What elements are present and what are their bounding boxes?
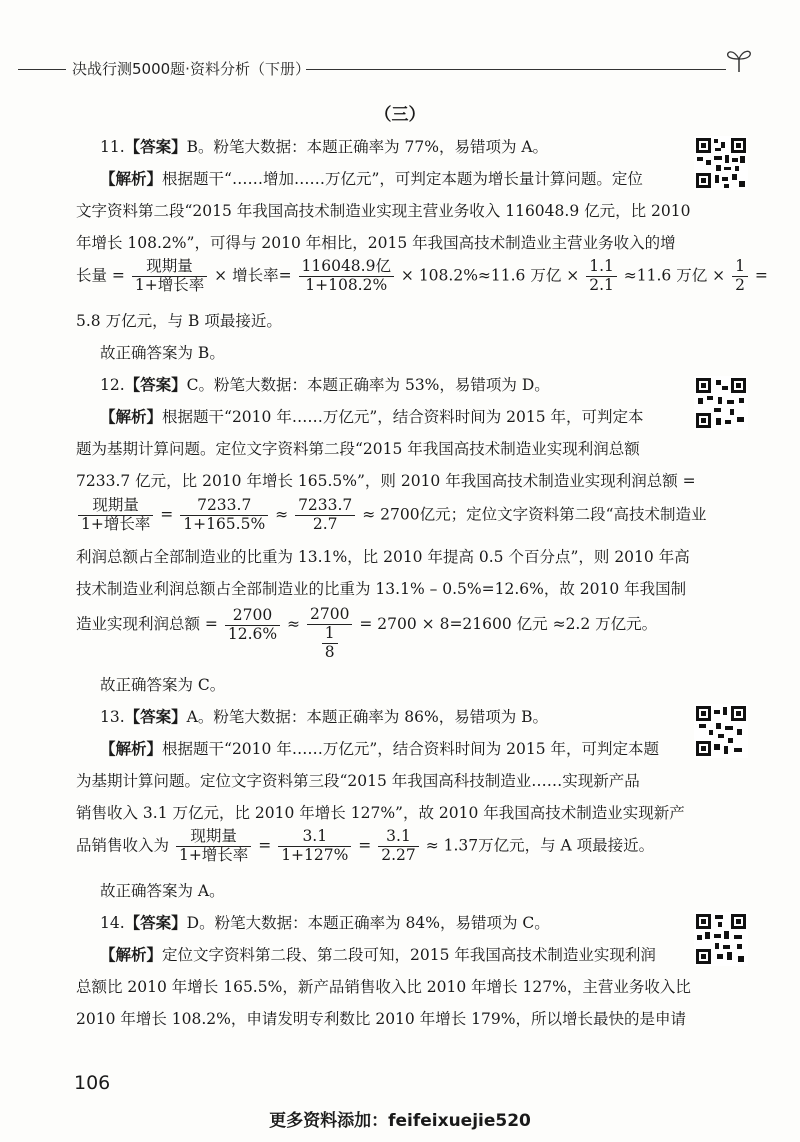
numerator: 2700 [307, 606, 352, 625]
numerator: 3.1 [278, 828, 351, 847]
numerator: 1.1 [586, 258, 617, 277]
answer-label: 【答案】 [124, 708, 187, 726]
denominator: 8 [324, 642, 335, 661]
eq-text: × 108.2%≈11.6 万亿 × [400, 266, 580, 285]
eq-text: 造业实现利润总额 = [76, 615, 218, 634]
sprout-icon [724, 44, 754, 74]
numerator: 1 [322, 625, 338, 644]
header-rule-right [306, 69, 726, 70]
numerator: 116048.9亿 [299, 258, 394, 277]
q13-conclusion: 故正确答案为 A。 [100, 882, 225, 900]
q12-equation-2 [76, 606, 657, 661]
header-rule-left [18, 69, 66, 70]
q11-conclusion: 故正确答案为 B。 [100, 344, 225, 362]
fraction [176, 828, 251, 865]
denominator: 1+165.5% [183, 514, 266, 533]
denominator: 1+127% [281, 845, 349, 864]
eq-text: 长量 = [76, 266, 125, 285]
q12-answer [100, 370, 694, 400]
fraction [586, 258, 617, 295]
q12-analysis-text: 根据题干“2010 年……万亿元”，结合资料时间为 2015 年，可判定本 [162, 408, 644, 426]
eq-text: = 2700 × 8=21600 亿元 ≈2.2 万亿元。 [359, 615, 658, 634]
numerator: 2700 [225, 607, 280, 626]
q11-analysis-text: 根据题干“……增加……万亿元”，可判定本题为增长量计算问题。定位 [162, 170, 643, 188]
fraction [180, 497, 268, 534]
q14-number: 14. [100, 914, 125, 932]
fraction [278, 828, 351, 865]
q12-analysis-line-5: 技术制造业利润总额占全部制造业的比重为 13.1% – 0.5%=12.6%，故 2010 年我国制 [76, 580, 687, 598]
compound-fraction [307, 606, 352, 661]
denominator: 2 [735, 275, 745, 294]
eq-text: = [358, 836, 372, 855]
answer-label: 【答案】 [124, 376, 187, 394]
section-title: （三） [374, 105, 426, 125]
analysis-label: 【解析】 [100, 946, 163, 964]
eq-text: ≈ 1.37万亿元，与 A 项最接近。 [425, 836, 655, 855]
q12-analysis-line-2: 题为基期计算问题。定位文字资料第二段“2015 年我国高技术制造业实现利润总额 [76, 440, 640, 458]
numerator: 现期量 [176, 828, 251, 847]
q13-equation [76, 828, 654, 865]
q12-answer-text: C。粉笔大数据：本题正确率为 53%，易错项为 D。 [186, 376, 550, 394]
numerator: 现期量 [78, 497, 153, 516]
q11-analysis-line-2: 文字资料第二段“2015 年我国高技术制造业实现主营业务收入 116048.9 亿元，比 2010 [76, 202, 691, 220]
q14-analysis-line-2: 总额比 2010 年增长 165.5%，新产品销售收入比 2010 年增长 127%，主营业务收入比 [76, 978, 691, 996]
eq-text: = [258, 836, 272, 855]
eq-text: ≈ 2700亿元；定位文字资料第二段“高技术制造业 [362, 505, 707, 524]
q14-analysis-line-3: 2010 年增长 108.2%，申请发明专利数比 2010 年增长 179%，所以增长最快的是申请 [76, 1010, 686, 1028]
q13-analysis-text: 根据题干“2010 年……万亿元”，结合资料时间为 2015 年，可判定本题 [162, 740, 660, 758]
running-header [0, 56, 800, 86]
analysis-label: 【解析】 [100, 170, 163, 188]
denominator: 1+增长率 [134, 275, 205, 294]
q14-analysis-line-1 [100, 940, 694, 970]
q12-analysis-line-4: 利润总额占全部制造业的比重为 13.1%，比 2010 年提高 0.5 个百分点”，则 2010 年高 [76, 548, 690, 566]
q11-analysis-line-4: 5.8 万亿元，与 B 项最接近。 [76, 312, 282, 330]
q11-analysis-line-3: 年增长 108.2%”，可得与 2010 年相比，2015 年我国高技术制造业主营业务收入的增 [76, 234, 676, 252]
fraction [732, 258, 748, 295]
q11-analysis-line-1 [100, 164, 694, 194]
q12-number: 12. [100, 376, 125, 394]
fraction [295, 497, 355, 534]
fraction [225, 607, 280, 644]
eq-text: 品销售收入为 [76, 836, 170, 855]
qr-code[interactable] [694, 704, 748, 758]
q13-answer [100, 702, 694, 732]
analysis-label: 【解析】 [100, 408, 163, 426]
q14-answer [100, 908, 694, 938]
numerator: 7233.7 [295, 497, 355, 516]
header-title: 决战行测5000题·资料分析（下册） [72, 60, 310, 78]
numerator: 7233.7 [180, 497, 268, 516]
denominator: 2.1 [589, 275, 614, 294]
eq-text: = [754, 266, 768, 285]
eq-text: ≈ [287, 615, 301, 634]
q14-analysis-text: 定位文字资料第二段、第二段可知，2015 年我国高技术制造业实现利润 [162, 946, 656, 964]
q11-answer-text: B。粉笔大数据：本题正确率为 77%，易错项为 A。 [186, 138, 549, 156]
q13-analysis-line-2: 为基期计算问题。定位文字资料第三段“2015 年我国高科技制造业……实现新产品 [76, 772, 640, 790]
denominator [307, 625, 352, 662]
q14-answer-text: D。粉笔大数据：本题正确率为 84%，易错项为 C。 [186, 914, 550, 932]
numerator: 1 [732, 258, 748, 277]
q12-analysis-line-1 [100, 402, 694, 432]
eq-text: × 增长率= [214, 266, 292, 285]
q11-equation [76, 258, 768, 295]
q13-number: 13. [100, 708, 125, 726]
q11-number: 11. [100, 138, 125, 156]
q13-analysis-line-3: 销售收入 3.1 万亿元，比 2010 年增长 127%”，故 2010 年我国高技术制造业实现新产 [76, 804, 685, 822]
page-number: 106 [74, 1072, 111, 1094]
eq-text: ≈ [275, 505, 289, 524]
qr-code[interactable] [694, 912, 748, 966]
qr-code[interactable] [694, 136, 748, 190]
answer-label: 【答案】 [124, 138, 187, 156]
answer-label: 【答案】 [124, 914, 187, 932]
q12-conclusion: 故正确答案为 C。 [100, 676, 226, 694]
qr-code[interactable] [694, 376, 748, 430]
numerator: 3.1 [378, 828, 419, 847]
denominator: 1+108.2% [305, 275, 388, 294]
inner-fraction [322, 625, 338, 662]
fraction [378, 828, 419, 865]
q12-analysis-line-3: 7233.7 亿元，比 2010 年增长 165.5%”，则 2010 年我国高技术制造业实现利润总额 = [76, 472, 696, 490]
analysis-label: 【解析】 [100, 740, 163, 758]
denominator: 1+增长率 [81, 514, 151, 533]
q11-answer [100, 132, 694, 162]
denominator: 1+增长率 [178, 845, 249, 864]
numerator: 现期量 [132, 258, 207, 277]
fraction [299, 258, 394, 295]
fraction [78, 497, 153, 534]
q12-equation-1 [76, 497, 707, 534]
footer-contact: 更多资料添加：feifeixuejie520 [269, 1111, 531, 1131]
denominator: 2.27 [381, 845, 416, 864]
fraction [132, 258, 207, 295]
eq-text: ≈11.6 万亿 × [623, 266, 726, 285]
denominator: 2.7 [312, 514, 338, 533]
eq-text: = [160, 505, 174, 524]
denominator: 12.6% [227, 624, 278, 643]
q13-answer-text: A。粉笔大数据：本题正确率为 86%，易错项为 B。 [186, 708, 549, 726]
q13-analysis-line-1 [100, 734, 694, 764]
